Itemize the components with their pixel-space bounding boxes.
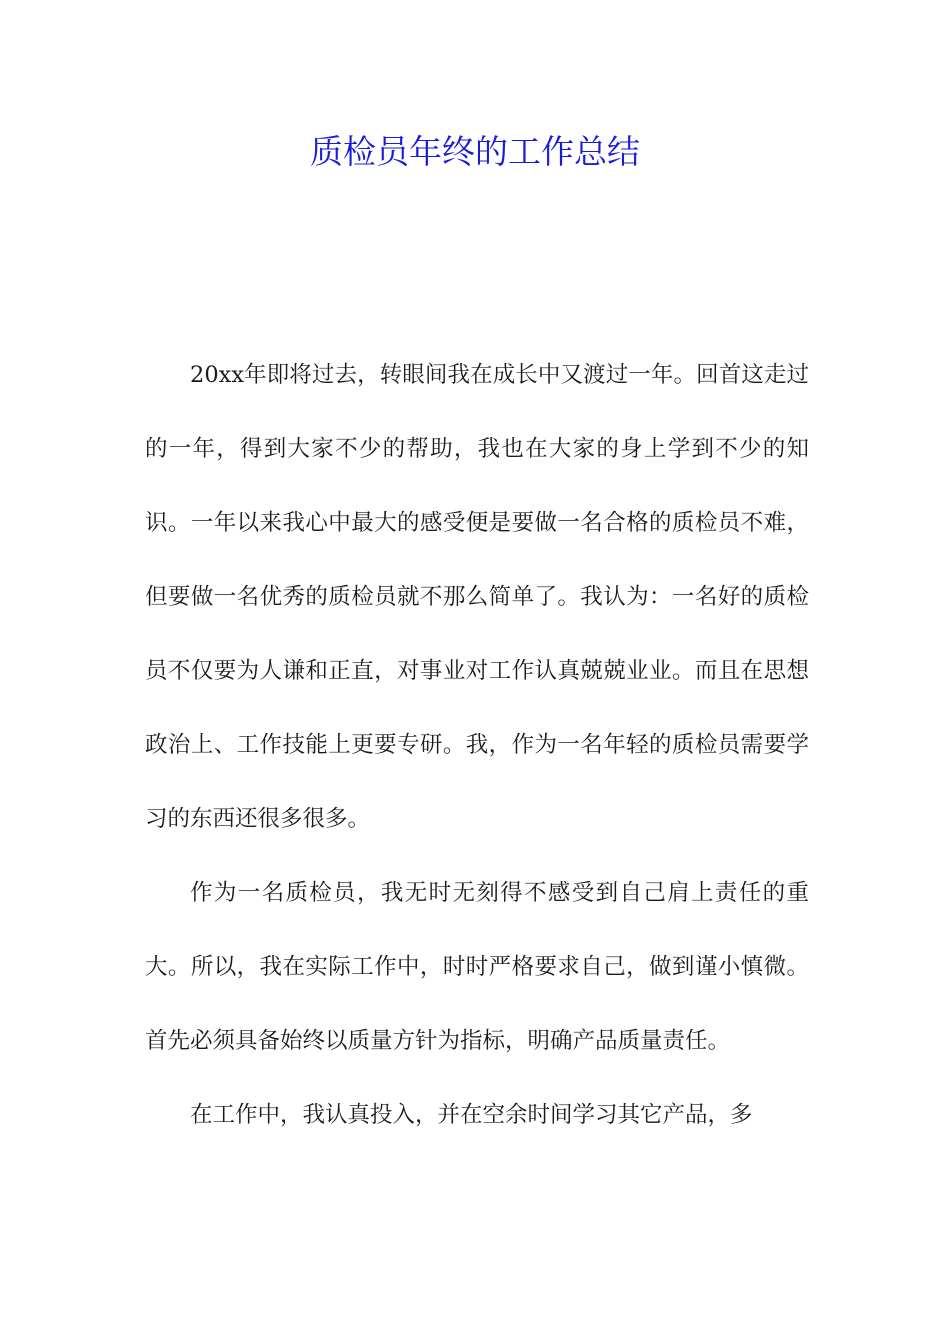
document-body [145,338,809,1152]
document-title: 质检员年终的工作总结 [310,132,640,171]
paragraph-1: 20xx年即将过去，转眼间我在成长中又渡过一年。回首这走过的一年，得到大家不少的帮助，我也在大家的身上学到不少的知识。一年以来我心中最大的感受便是要做一名合格的质检员不难，但要做一名优秀的质检员就不那么简单了。我认为：一名好的质检员不仅要为人谦和正直，对事业对工作认真兢兢业业。而且在思想政治上、工作技能上更要专研。我，作为一名年轻的质检员需要学习的东西还很多很多。 [145,362,809,832]
paragraph-3: 在工作中，我认真投入，并在空余时间学习其它产品，多 [190,1102,753,1128]
paragraph-2: 作为一名质检员，我无时无刻得不感受到自己肩上责任的重大。所以，我在实际工作中，时时严格要求自己，做到谨小慎微。首先必须具备始终以质量方针为指标，明确产品质量责任。 [145,880,809,1054]
